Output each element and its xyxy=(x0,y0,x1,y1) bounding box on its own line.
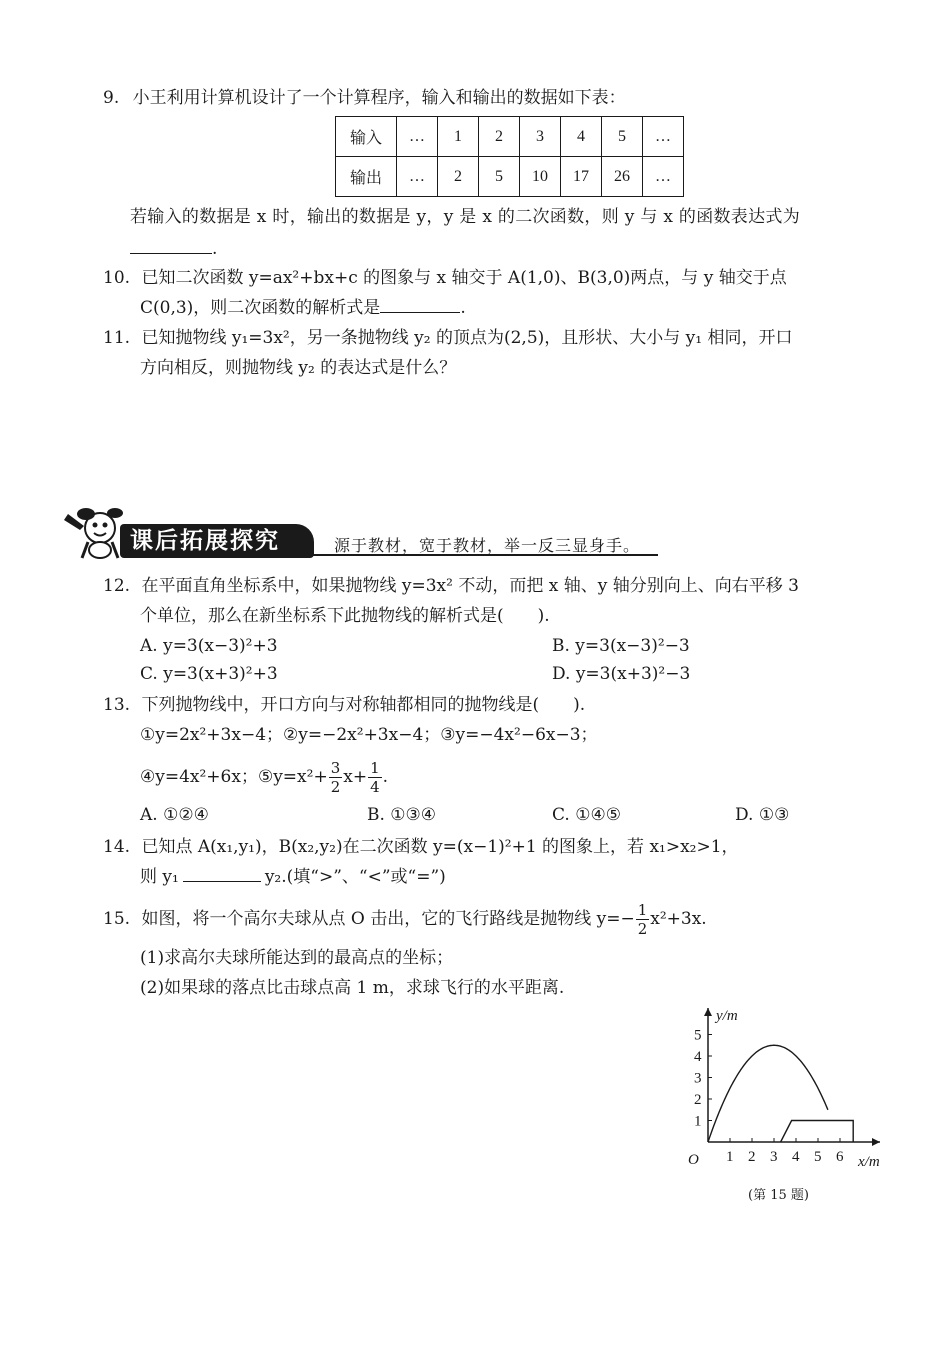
io-table xyxy=(335,116,684,197)
x-tick-label: 5 xyxy=(814,1149,822,1165)
q14-line2-end: y₂.(填“>”、“<”或“=”) xyxy=(264,867,446,887)
table-cell: 3 xyxy=(520,117,561,157)
x-axis-arrow-icon xyxy=(872,1138,880,1146)
table-cell: 1 xyxy=(438,117,479,157)
fraction-denominator: 2 xyxy=(637,920,648,938)
fraction xyxy=(368,759,382,796)
q12-number: 12. xyxy=(103,576,131,596)
q15-part2: (2)如果球的落点比击球点高 1 m，求球飞行的水平距离. xyxy=(140,978,565,998)
mascot-icon xyxy=(60,504,126,562)
section-subtitle: 源于教材，宽于教材，举一反三显身手。 xyxy=(334,536,641,555)
y-tick-label: 2 xyxy=(694,1092,702,1108)
q13-line3-start: ④y=4x²+6x；⑤y=x²+ xyxy=(140,767,328,787)
x-tick-label: 6 xyxy=(836,1149,844,1165)
trajectory-curve xyxy=(708,1045,828,1142)
q9-line1 xyxy=(103,86,626,110)
q15-part1: (1)求高尔夫球所能达到的最高点的坐标； xyxy=(140,948,454,968)
table-cell: … xyxy=(397,157,438,197)
table-cell: 26 xyxy=(602,157,643,197)
q14-number: 14. xyxy=(103,837,131,857)
table-header-input: 输入 xyxy=(336,117,397,157)
fraction-numerator: 1 xyxy=(370,759,380,777)
table-cell: 2 xyxy=(438,157,479,197)
table-row-input xyxy=(336,117,684,157)
q10-line1 xyxy=(103,266,787,290)
q15-line1-end: x²+3x. xyxy=(650,909,707,929)
y-axis-arrow-icon xyxy=(704,1008,712,1016)
q14-line1 xyxy=(103,835,739,859)
table-cell: 5 xyxy=(602,117,643,157)
q12-line1 xyxy=(103,574,799,598)
q11-number: 11. xyxy=(103,328,131,348)
q12-line1-text: 在平面直角坐标系中，如果抛物线 y=3x² 不动，而把 x 轴、y 轴分别向上、向右平移 3 xyxy=(141,576,799,596)
q10-line2-end: . xyxy=(460,298,466,318)
q10-line1-text: 已知二次函数 y=ax²+bx+c 的图象与 x 轴交于 A(1,0)、B(3,0)两点，与 y 轴交于点 xyxy=(141,268,787,288)
q14-line1-text: 已知点 A(x₁,y₁)，B(x₂,y₂)在二次函数 y=(x−1)²+1 的图象上，若 x₁>x₂>1， xyxy=(141,837,739,857)
q15-line1-start: 如图，将一个高尔夫球从点 O 击出，它的飞行路线是抛物线 y=− xyxy=(141,909,635,929)
q10-line2-text: C(0,3)，则二次函数的解析式是 xyxy=(140,298,381,318)
table-header-output: 输出 xyxy=(336,157,397,197)
q11-line1-text: 已知抛物线 y₁=3x²，另一条抛物线 y₂ 的顶点为(2,5)，且形状、大小与 y₁ 相同，开口 xyxy=(141,328,793,348)
q13-line3 xyxy=(140,756,388,798)
q10-line2 xyxy=(140,296,466,320)
y-tick-label: 4 xyxy=(694,1049,702,1065)
q13-option-a[interactable]: A. ①②④ xyxy=(140,805,209,825)
q11-line1 xyxy=(103,326,793,350)
origin-label: O xyxy=(688,1152,699,1168)
q15-number: 15. xyxy=(103,909,131,929)
q12-line2: 个单位，那么在新坐标系下此抛物线的解析式是( ). xyxy=(140,606,550,626)
section-title: 课后拓展探究 xyxy=(120,524,314,558)
table-row-output xyxy=(336,157,684,197)
table-cell: … xyxy=(643,117,684,157)
q9-line2: 若输入的数据是 x 时，输出的数据是 y，y 是 x 的二次函数，则 y 与 x 的函数表达式为 xyxy=(130,207,801,227)
x-tick-label: 1 xyxy=(726,1149,734,1165)
figure-caption: (第 15 题) xyxy=(748,1188,809,1203)
x-tick-label: 4 xyxy=(792,1149,800,1165)
q12-option-b[interactable]: B. y=3(x−3)²−3 xyxy=(552,636,690,656)
y-tick-label: 5 xyxy=(694,1027,702,1044)
q11-line2: 方向相反，则抛物线 y₂ 的表达式是什么？ xyxy=(140,358,457,378)
table-cell: 10 xyxy=(520,157,561,197)
fraction xyxy=(329,759,343,796)
q13-option-b[interactable]: B. ①③④ xyxy=(367,805,437,825)
table-cell: … xyxy=(397,117,438,157)
x-tick-label: 2 xyxy=(748,1149,756,1165)
q12-option-a[interactable]: A. y=3(x−3)²+3 xyxy=(140,636,278,656)
fraction-denominator: 4 xyxy=(370,778,380,796)
table-cell: 4 xyxy=(561,117,602,157)
trajectory-figure xyxy=(680,1000,900,1180)
y-tick-label: 3 xyxy=(694,1070,702,1087)
q12-option-d[interactable]: D. y=3(x+3)²−3 xyxy=(552,664,691,684)
q13-line1 xyxy=(103,693,585,717)
q13-line3-mid: x+ xyxy=(343,767,368,787)
q13-option-c[interactable]: C. ①④⑤ xyxy=(552,805,621,825)
q13-option-d[interactable]: D. ①③ xyxy=(735,805,790,825)
y-tick-label: 1 xyxy=(694,1113,702,1130)
fraction-numerator: 3 xyxy=(330,759,341,777)
y-axis-label: y/m xyxy=(716,1008,738,1024)
answer-blank[interactable] xyxy=(130,237,212,254)
answer-blank[interactable] xyxy=(183,865,261,882)
q14-line2-start: 则 y₁ xyxy=(140,867,179,887)
q13-line1-text: 下列抛物线中，开口方向与对称轴都相同的抛物线是( ). xyxy=(141,695,586,715)
table-cell: 17 xyxy=(561,157,602,197)
q13-line2: ①y=2x²+3x−4；②y=−2x²+3x−4；③y=−4x²−6x−3； xyxy=(140,725,598,745)
fraction-denominator: 2 xyxy=(330,778,341,796)
q13-number: 13. xyxy=(103,695,131,715)
q15-line1 xyxy=(103,898,707,940)
table-cell: 2 xyxy=(479,117,520,157)
q9-stem: 小王利用计算机设计了一个计算程序，输入和输出的数据如下表： xyxy=(132,88,626,108)
q12-option-c[interactable]: C. y=3(x+3)²+3 xyxy=(140,664,278,684)
q14-line2 xyxy=(140,865,446,889)
table-cell: … xyxy=(643,157,684,197)
fraction-numerator: 1 xyxy=(637,901,648,919)
x-tick-label: 3 xyxy=(770,1149,778,1165)
q10-number: 10. xyxy=(103,268,131,288)
x-axis-label: x/m xyxy=(858,1154,880,1170)
q13-line3-end: . xyxy=(382,767,389,787)
fraction xyxy=(636,901,650,938)
q9-line3 xyxy=(130,237,217,261)
q9-line3-end: . xyxy=(212,239,218,259)
landing-platform xyxy=(781,1121,854,1143)
table-cell: 5 xyxy=(479,157,520,197)
q9-number: 9. xyxy=(103,88,120,108)
answer-blank[interactable] xyxy=(380,296,460,313)
